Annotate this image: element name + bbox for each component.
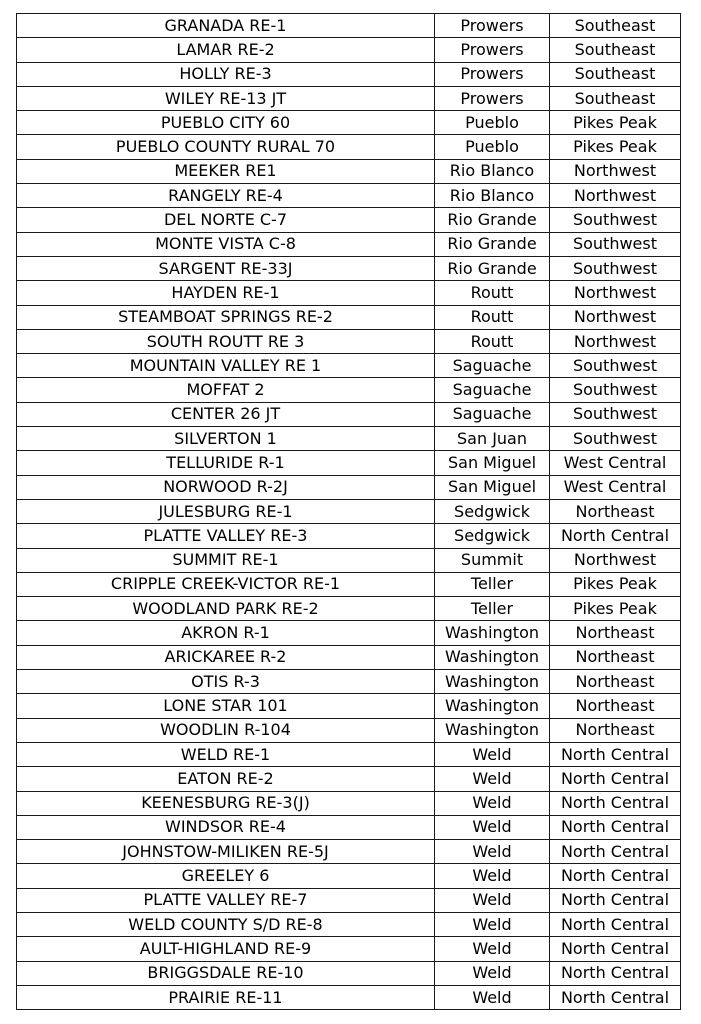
county-cell: Weld — [435, 912, 550, 936]
table-row — [17, 767, 681, 791]
district-name-cell: JOHNSTOW-MILIKEN RE-5J — [17, 840, 435, 864]
district-name-cell: MONTE VISTA C-8 — [17, 232, 435, 256]
table-row — [17, 524, 681, 548]
region-cell: Southeast — [550, 86, 681, 110]
region-cell: Pikes Peak — [550, 111, 681, 135]
table-row — [17, 621, 681, 645]
county-cell: Weld — [435, 888, 550, 912]
district-name-cell: WILEY RE-13 JT — [17, 86, 435, 110]
county-cell: Washington — [435, 645, 550, 669]
county-cell: Prowers — [435, 38, 550, 62]
district-name-cell: KEENESBURG RE-3(J) — [17, 791, 435, 815]
table-row — [17, 451, 681, 475]
region-cell: Pikes Peak — [550, 597, 681, 621]
region-cell: West Central — [550, 475, 681, 499]
district-name-cell: NORWOOD R-2J — [17, 475, 435, 499]
district-name-cell: SUMMIT RE-1 — [17, 548, 435, 572]
district-name-cell: BRIGGSDALE RE-10 — [17, 961, 435, 985]
table-row — [17, 62, 681, 86]
district-name-cell: HAYDEN RE-1 — [17, 281, 435, 305]
region-cell: Southeast — [550, 38, 681, 62]
district-name-cell: WELD COUNTY S/D RE-8 — [17, 912, 435, 936]
table-row — [17, 888, 681, 912]
county-cell: Weld — [435, 937, 550, 961]
county-cell: San Juan — [435, 427, 550, 451]
region-cell: Northwest — [550, 281, 681, 305]
county-cell: Routt — [435, 281, 550, 305]
table-row — [17, 378, 681, 402]
table-row — [17, 135, 681, 159]
county-cell: Washington — [435, 718, 550, 742]
table-row — [17, 14, 681, 38]
county-cell: Prowers — [435, 62, 550, 86]
district-name-cell: ARICKAREE R-2 — [17, 645, 435, 669]
table-row — [17, 985, 681, 1009]
region-cell: Southwest — [550, 427, 681, 451]
table-row — [17, 742, 681, 766]
district-name-cell: MOUNTAIN VALLEY RE 1 — [17, 354, 435, 378]
table-row — [17, 912, 681, 936]
county-cell: Teller — [435, 572, 550, 596]
district-name-cell: SOUTH ROUTT RE 3 — [17, 329, 435, 353]
county-cell: San Miguel — [435, 451, 550, 475]
region-cell: North Central — [550, 912, 681, 936]
county-cell: Weld — [435, 791, 550, 815]
district-table-container — [16, 13, 680, 1010]
region-cell: North Central — [550, 742, 681, 766]
table-row — [17, 791, 681, 815]
county-cell: Washington — [435, 694, 550, 718]
region-cell: Northwest — [550, 329, 681, 353]
region-cell: Southwest — [550, 256, 681, 280]
region-cell: North Central — [550, 961, 681, 985]
county-cell: Pueblo — [435, 111, 550, 135]
table-row — [17, 718, 681, 742]
district-name-cell: SARGENT RE-33J — [17, 256, 435, 280]
county-cell: Weld — [435, 767, 550, 791]
region-cell: Northeast — [550, 670, 681, 694]
district-name-cell: LAMAR RE-2 — [17, 38, 435, 62]
district-name-cell: WELD RE-1 — [17, 742, 435, 766]
table-row — [17, 38, 681, 62]
region-cell: Southeast — [550, 14, 681, 38]
district-table-body — [17, 14, 681, 1010]
table-row — [17, 548, 681, 572]
region-cell: Pikes Peak — [550, 572, 681, 596]
region-cell: Southwest — [550, 354, 681, 378]
county-cell: Pueblo — [435, 135, 550, 159]
district-name-cell: STEAMBOAT SPRINGS RE-2 — [17, 305, 435, 329]
district-table — [16, 13, 681, 1010]
region-cell: North Central — [550, 815, 681, 839]
county-cell: Rio Grande — [435, 256, 550, 280]
table-row — [17, 402, 681, 426]
table-row — [17, 645, 681, 669]
district-name-cell: PUEBLO CITY 60 — [17, 111, 435, 135]
district-name-cell: OTIS R-3 — [17, 670, 435, 694]
region-cell: Southwest — [550, 232, 681, 256]
region-cell: North Central — [550, 767, 681, 791]
county-cell: Sedgwick — [435, 499, 550, 523]
region-cell: Northwest — [550, 184, 681, 208]
district-name-cell: EATON RE-2 — [17, 767, 435, 791]
district-name-cell: DEL NORTE C-7 — [17, 208, 435, 232]
region-cell: Southeast — [550, 62, 681, 86]
district-name-cell: CRIPPLE CREEK-VICTOR RE-1 — [17, 572, 435, 596]
district-name-cell: RANGELY RE-4 — [17, 184, 435, 208]
region-cell: North Central — [550, 840, 681, 864]
region-cell: North Central — [550, 937, 681, 961]
table-row — [17, 840, 681, 864]
county-cell: Sedgwick — [435, 524, 550, 548]
region-cell: Southwest — [550, 208, 681, 232]
region-cell: West Central — [550, 451, 681, 475]
table-row — [17, 232, 681, 256]
county-cell: Weld — [435, 864, 550, 888]
district-name-cell: SILVERTON 1 — [17, 427, 435, 451]
region-cell: Northwest — [550, 548, 681, 572]
district-name-cell: CENTER 26 JT — [17, 402, 435, 426]
table-row — [17, 305, 681, 329]
table-row — [17, 475, 681, 499]
district-name-cell: JULESBURG RE-1 — [17, 499, 435, 523]
county-cell: Saguache — [435, 354, 550, 378]
county-cell: Rio Blanco — [435, 159, 550, 183]
table-row — [17, 86, 681, 110]
table-row — [17, 694, 681, 718]
table-row — [17, 499, 681, 523]
region-cell: North Central — [550, 524, 681, 548]
county-cell: Teller — [435, 597, 550, 621]
district-name-cell: HOLLY RE-3 — [17, 62, 435, 86]
table-row — [17, 670, 681, 694]
county-cell: Saguache — [435, 378, 550, 402]
county-cell: Saguache — [435, 402, 550, 426]
district-name-cell: PUEBLO COUNTY RURAL 70 — [17, 135, 435, 159]
region-cell: Northeast — [550, 645, 681, 669]
region-cell: Northwest — [550, 305, 681, 329]
table-row — [17, 256, 681, 280]
region-cell: North Central — [550, 985, 681, 1009]
table-row — [17, 961, 681, 985]
region-cell: Northeast — [550, 718, 681, 742]
county-cell: Washington — [435, 670, 550, 694]
table-row — [17, 354, 681, 378]
region-cell: Southwest — [550, 378, 681, 402]
district-name-cell: GRANADA RE-1 — [17, 14, 435, 38]
county-cell: Routt — [435, 329, 550, 353]
region-cell: Northwest — [550, 159, 681, 183]
county-cell: San Miguel — [435, 475, 550, 499]
county-cell: Summit — [435, 548, 550, 572]
table-row — [17, 329, 681, 353]
district-name-cell: WINDSOR RE-4 — [17, 815, 435, 839]
table-row — [17, 281, 681, 305]
table-row — [17, 815, 681, 839]
county-cell: Weld — [435, 985, 550, 1009]
county-cell: Rio Blanco — [435, 184, 550, 208]
district-name-cell: WOODLAND PARK RE-2 — [17, 597, 435, 621]
region-cell: Pikes Peak — [550, 135, 681, 159]
district-name-cell: MEEKER RE1 — [17, 159, 435, 183]
region-cell: Northeast — [550, 499, 681, 523]
region-cell: Northeast — [550, 621, 681, 645]
table-row — [17, 864, 681, 888]
table-row — [17, 111, 681, 135]
district-name-cell: MOFFAT 2 — [17, 378, 435, 402]
table-row — [17, 159, 681, 183]
county-cell: Weld — [435, 961, 550, 985]
table-row — [17, 572, 681, 596]
district-name-cell: GREELEY 6 — [17, 864, 435, 888]
county-cell: Weld — [435, 742, 550, 766]
table-row — [17, 184, 681, 208]
county-cell: Weld — [435, 815, 550, 839]
table-row — [17, 427, 681, 451]
district-name-cell: TELLURIDE R-1 — [17, 451, 435, 475]
region-cell: North Central — [550, 888, 681, 912]
table-row — [17, 208, 681, 232]
table-row — [17, 597, 681, 621]
district-name-cell: WOODLIN R-104 — [17, 718, 435, 742]
region-cell: North Central — [550, 791, 681, 815]
table-row — [17, 937, 681, 961]
county-cell: Rio Grande — [435, 208, 550, 232]
district-name-cell: PLATTE VALLEY RE-3 — [17, 524, 435, 548]
county-cell: Prowers — [435, 14, 550, 38]
district-name-cell: AKRON R-1 — [17, 621, 435, 645]
county-cell: Routt — [435, 305, 550, 329]
district-name-cell: PRAIRIE RE-11 — [17, 985, 435, 1009]
district-name-cell: PLATTE VALLEY RE-7 — [17, 888, 435, 912]
county-cell: Prowers — [435, 86, 550, 110]
region-cell: North Central — [550, 864, 681, 888]
region-cell: Northeast — [550, 694, 681, 718]
county-cell: Rio Grande — [435, 232, 550, 256]
county-cell: Weld — [435, 840, 550, 864]
region-cell: Southwest — [550, 402, 681, 426]
district-name-cell: LONE STAR 101 — [17, 694, 435, 718]
district-name-cell: AULT-HIGHLAND RE-9 — [17, 937, 435, 961]
county-cell: Washington — [435, 621, 550, 645]
